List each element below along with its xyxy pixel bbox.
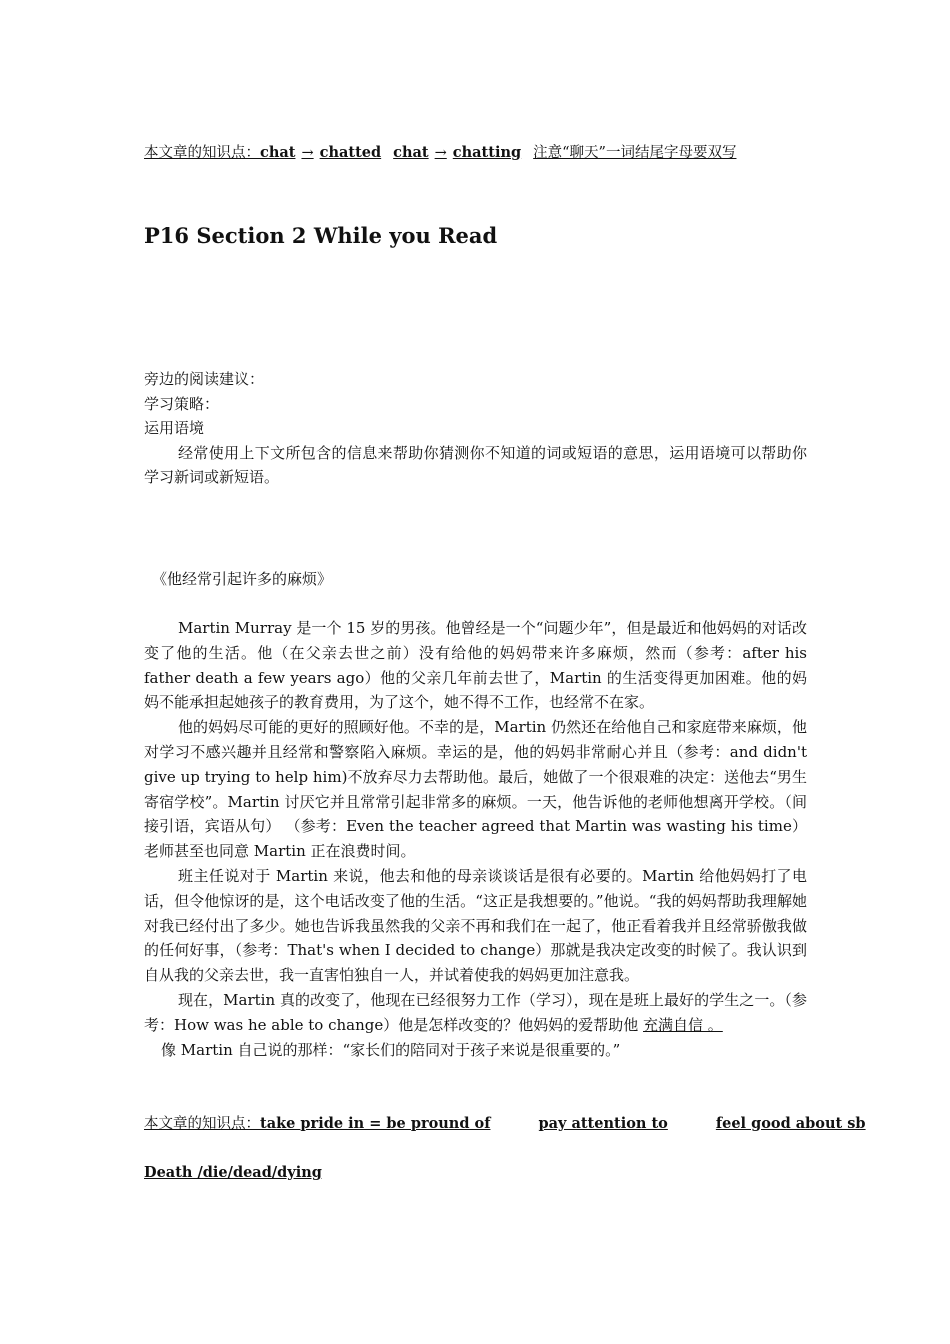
story-paragraph-4 — [144, 988, 807, 1038]
knowledge-point-death: Death /die/dead/dying — [144, 1164, 322, 1181]
word-chat-2: chat — [393, 144, 429, 161]
story-paragraph-2: 他的妈妈尽可能的更好的照顾好他。不幸的是，Martin 仍然还在给他自己和家庭带来麻烦，他对学习不感兴趣并且经常和警察陷入麻烦。幸运的是，他的妈妈非常耐心并且（参考：and didn't give up trying to help him)不放弃尽力去帮助他。最后，她做了一个很艰难的决定：送他去“男生寄宿学校”。Martin 讨厌它并且常常引起非常多的麻烦。一天，他告诉他的老师他想离开学校。（间接引语，宾语从句） （参考：Even the teacher agreed that Martin was wasting his time） 老师甚至也同意 Martin 正在浪费时间。 — [144, 718, 807, 861]
section-heading: P16 Section 2 While you Read — [144, 223, 498, 248]
use-context-label: 运用语境 — [144, 419, 205, 437]
word-chatting: chatting — [452, 144, 522, 161]
story-paragraph-4-text: 现在，Martin 真的改变了，他现在已经很努力工作（学习），现在是班上最好的学生之一。（参考：How was he able to change）他是怎样改变的？他妈妈的爱帮助他 — [144, 990, 807, 1034]
knowledge-point-label-2: 本文章的知识点： — [144, 1116, 260, 1132]
learning-strategy-label: 学习策略： — [144, 394, 220, 413]
word-chatted: chatted — [319, 144, 382, 161]
arrow-icon-2: → — [434, 145, 447, 161]
phrase-feel-good-about: feel good about sb — [715, 1115, 866, 1132]
story-paragraph-5: 像 Martin 自己说的那样：“家长们的陪同对于孩子来说是很重要的。” — [161, 1040, 621, 1059]
story-title: 《他经常引起许多的麻烦》 — [152, 570, 333, 588]
knowledge-point-phrases — [144, 1114, 866, 1134]
knowledge-point-chat — [144, 143, 807, 163]
story-body — [144, 616, 807, 1062]
word-chat: chat — [260, 144, 296, 161]
fill-in-answer: 充满自信 。 — [643, 1015, 723, 1034]
double-letter-note: 注意“聊天”一词结尾字母要双写 — [533, 145, 737, 161]
reading-tips-title: 旁边的阅读建议： — [144, 370, 265, 388]
reading-tips-paragraph: 经常使用上下文所包含的信息来帮助你猜测你不知道的词或短语的意思，运用语境可以帮助你学习新词或新短语。 — [144, 443, 807, 486]
story-paragraph-1: Martin Murray 是一个 15 岁的男孩。他曾经是一个“问题少年”，但是最近和他妈妈的对话改变了他的生活。他（在父亲去世之前）没有给他的妈妈带来许多麻烦，然而（参考：after his father death a few years ago）他的父亲几年前去世了，Martin 的生活变得更加困难。他的妈妈不能承担起她孩子的教育费用，为了这个，她不得不工作，也经常不在家。 — [144, 619, 807, 712]
phrase-pay-attention-to: pay attention to — [538, 1115, 668, 1132]
arrow-icon: → — [301, 145, 314, 161]
phrase-take-pride-in: take pride in = be pround of — [260, 1115, 491, 1132]
knowledge-point-label: 本文章的知识点： — [144, 145, 260, 161]
reading-tips — [144, 367, 807, 490]
story-paragraph-3: 班主任说对于 Martin 来说，他去和他的母亲谈谈话是很有必要的。Martin 给他妈妈打了电话，但令他惊讶的是，这个电话改变了他的生活。“这正是我想要的。”他说。“我的妈妈帮助我理解她对我已经付出了多少。她也告诉我虽然我的父亲不再和我们在一起了，他正看着我并且经常骄傲我做的任何好事，（参考：That's when I decided to change）那就是我决定改变的时候了。我认识到自从我的父亲去世，我一直害怕独自一人，并试着使我的妈妈更加注意我。 — [144, 866, 807, 985]
